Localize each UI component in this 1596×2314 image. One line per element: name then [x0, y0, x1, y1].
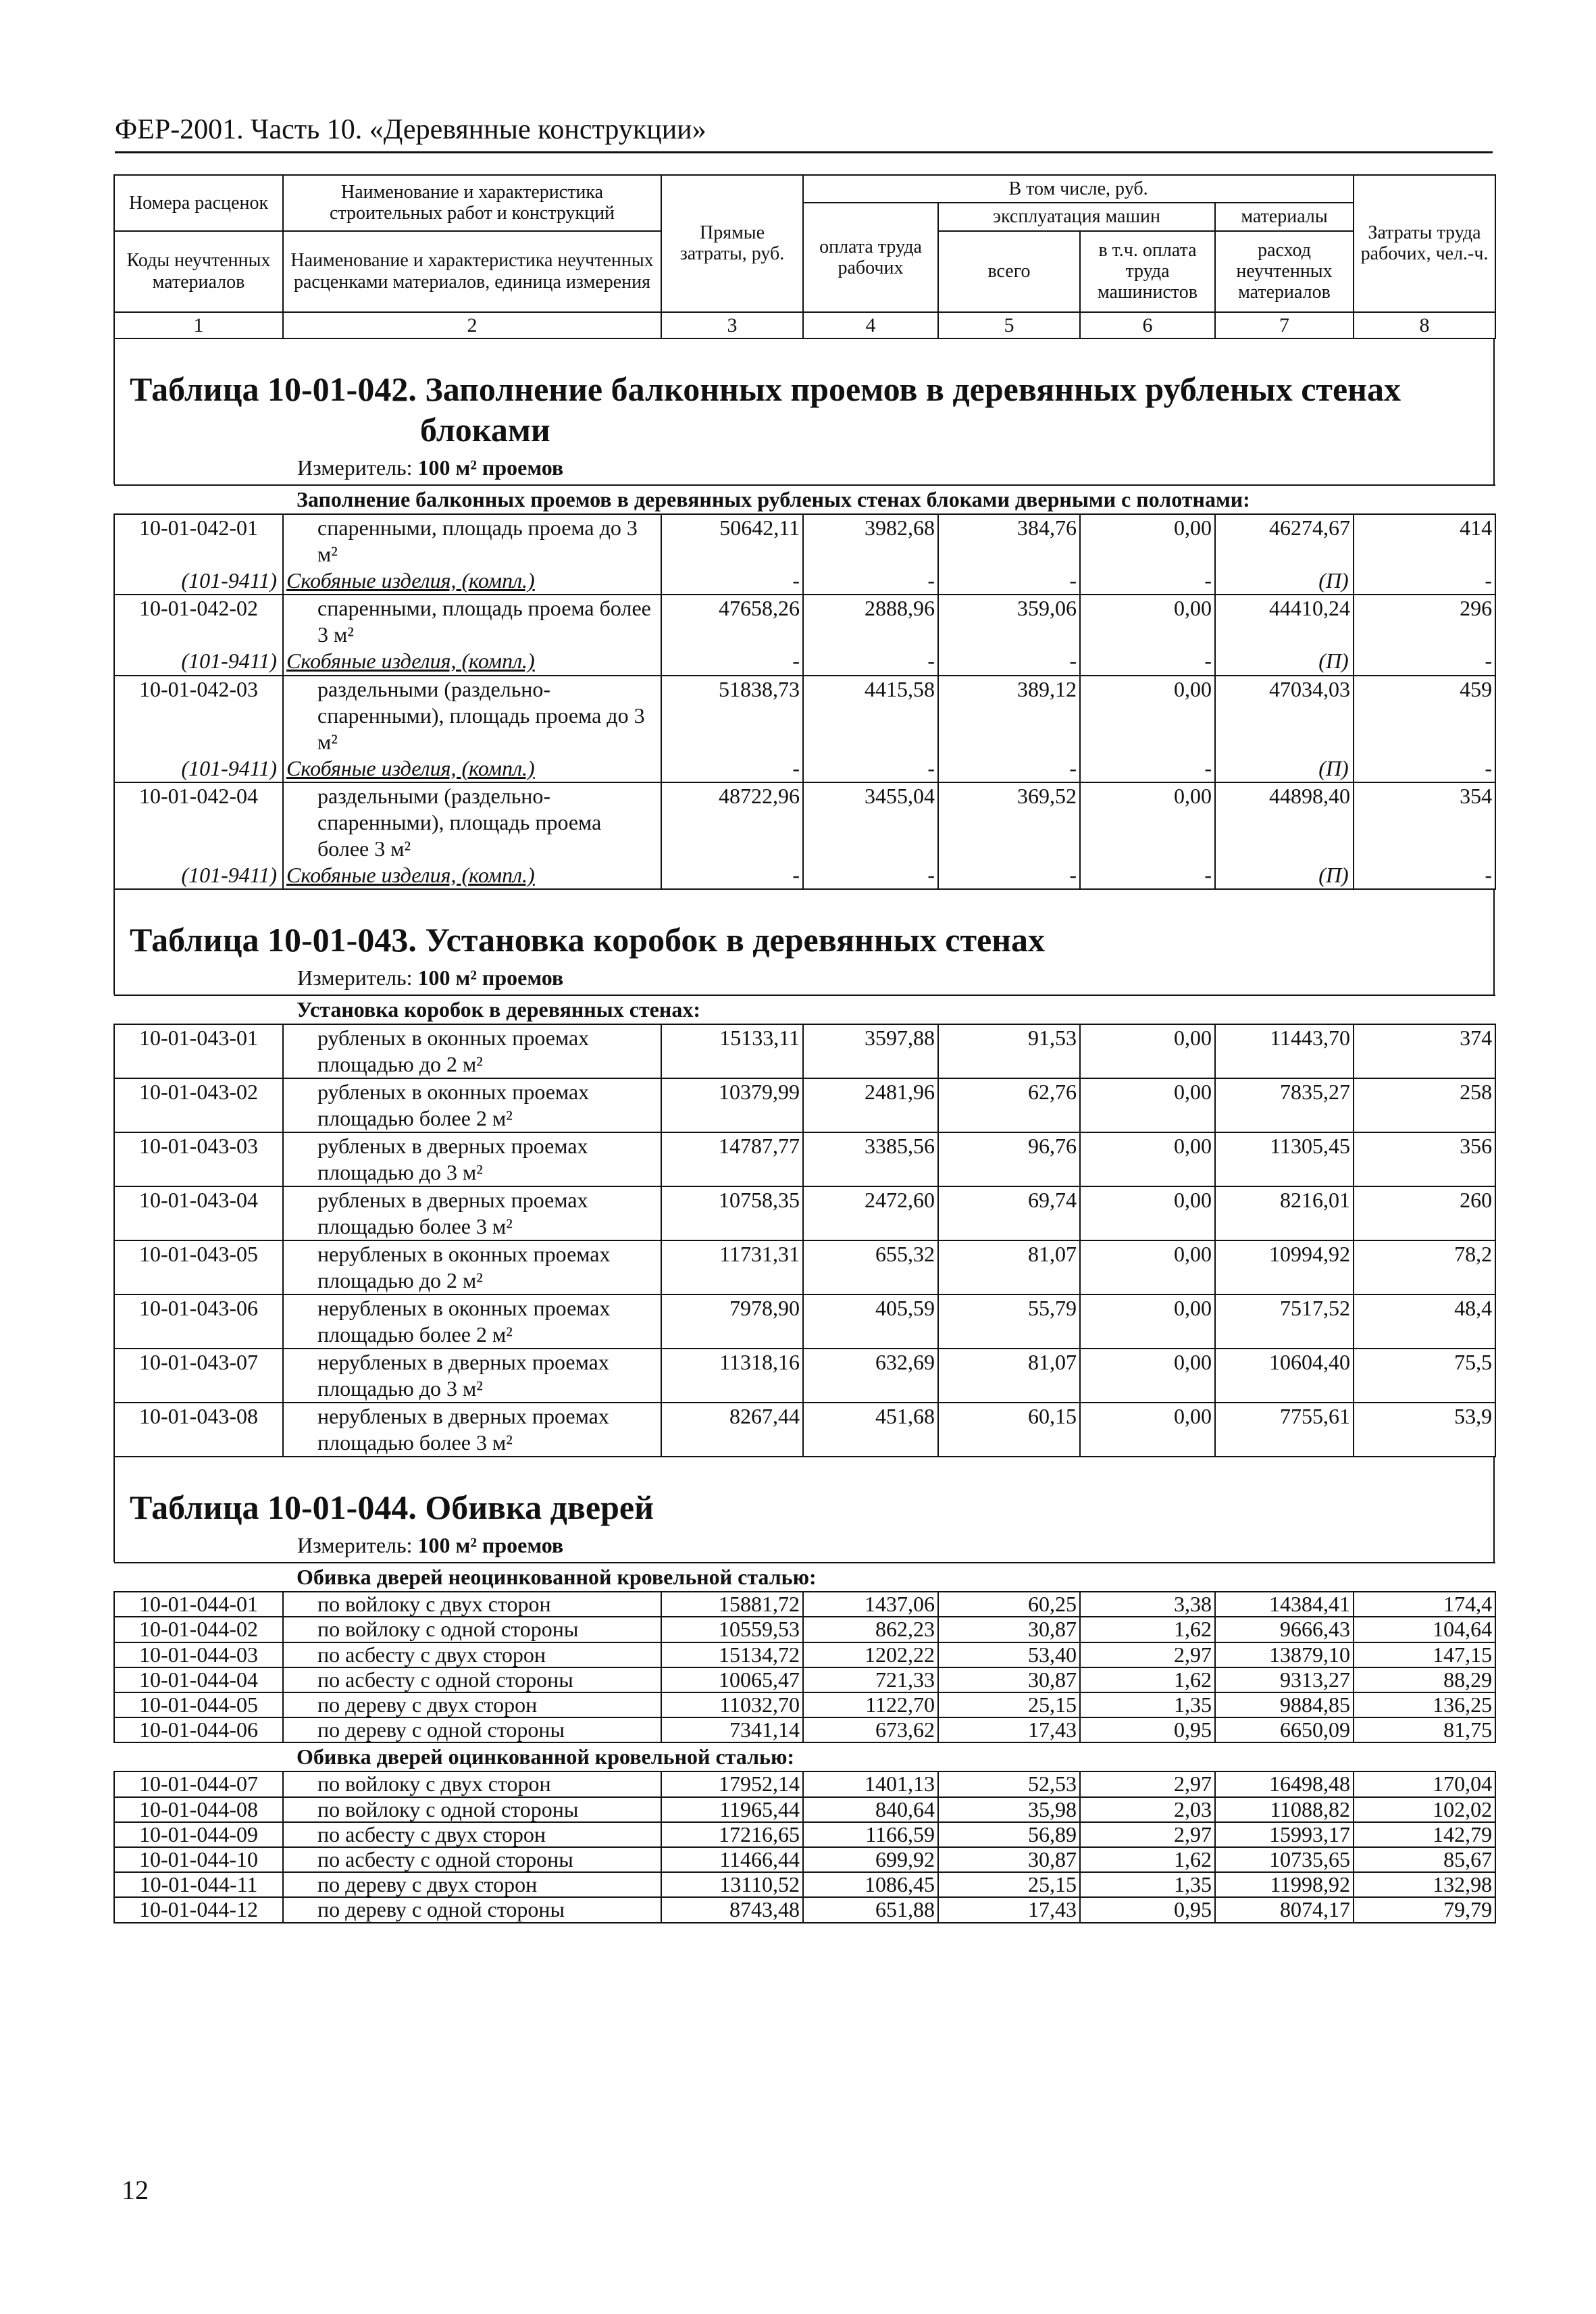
unaccounted-material-mark: (П) — [1215, 648, 1354, 675]
machines-total: 53,40 — [938, 1642, 1080, 1667]
table-043-section — [113, 890, 1495, 995]
operator-pay: 2,03 — [1080, 1797, 1215, 1822]
materials: 46274,67 — [1215, 514, 1354, 568]
worker-pay: 840,64 — [803, 1797, 938, 1822]
dash: - — [1080, 862, 1215, 889]
dash: - — [1080, 648, 1215, 675]
operator-pay: 0,00 — [1080, 1349, 1215, 1403]
machines-total: 62,76 — [938, 1078, 1080, 1132]
operator-pay: 1,35 — [1080, 1872, 1215, 1897]
table-042-section — [113, 339, 1495, 484]
labor-hours: 104,64 — [1354, 1617, 1495, 1642]
table-044 — [113, 1562, 1496, 1923]
machines-total: 30,87 — [938, 1667, 1080, 1692]
work-name: по асбесту с двух сторон — [283, 1822, 661, 1847]
table-row — [114, 1771, 1495, 1796]
machines-total: 52,53 — [938, 1771, 1080, 1796]
material-name: Скобяные изделия, (компл.) — [283, 862, 661, 889]
col-number: 4 — [803, 312, 938, 339]
direct-costs: 7978,90 — [661, 1294, 803, 1349]
dash: - — [1354, 862, 1495, 889]
rate-code: 10-01-044-06 — [114, 1717, 283, 1742]
table-row — [114, 1240, 1495, 1294]
materials: 10604,40 — [1215, 1349, 1354, 1403]
machines-total: 81,07 — [938, 1240, 1080, 1294]
worker-pay: 2888,96 — [803, 595, 938, 648]
worker-pay: 673,62 — [803, 1717, 938, 1742]
rate-code: 10-01-044-05 — [114, 1692, 283, 1717]
materials: 6650,09 — [1215, 1717, 1354, 1742]
work-name: рубленых в дверных проемах площадью более 3 м² — [283, 1186, 661, 1240]
dash: - — [1080, 755, 1215, 782]
machines-total: 369,52 — [938, 782, 1080, 862]
dash: - — [938, 862, 1080, 889]
page-header: ФЕР-2001. Часть 10. «Деревянные конструкции» — [115, 114, 1493, 153]
materials: 7517,52 — [1215, 1294, 1354, 1349]
machines-total: 69,74 — [938, 1186, 1080, 1240]
rate-code: 10-01-044-02 — [114, 1617, 283, 1642]
direct-costs: 13110,52 — [661, 1872, 803, 1897]
machines-total: 96,76 — [938, 1132, 1080, 1186]
table-row — [114, 1667, 1495, 1692]
table-042-unit: Измеритель: 100 м² проемов — [297, 455, 564, 480]
dash: - — [803, 568, 938, 595]
labor-hours: 354 — [1354, 782, 1495, 862]
table-044-section — [113, 1457, 1495, 1562]
dash: - — [938, 568, 1080, 595]
worker-pay: 1202,22 — [803, 1642, 938, 1667]
table-row — [114, 1186, 1495, 1240]
operator-pay: 0,00 — [1080, 514, 1215, 568]
dash: - — [661, 568, 803, 595]
worker-pay: 451,68 — [803, 1403, 938, 1457]
worker-pay: 4415,58 — [803, 676, 938, 755]
col-number: 3 — [661, 312, 803, 339]
col-number: 6 — [1080, 312, 1215, 339]
dash: - — [1354, 648, 1495, 675]
materials: 10994,92 — [1215, 1240, 1354, 1294]
direct-costs: 11731,31 — [661, 1240, 803, 1294]
dash: - — [803, 755, 938, 782]
rate-code: 10-01-044-07 — [114, 1771, 283, 1796]
table-042-title — [115, 339, 1493, 450]
worker-pay: 1166,59 — [803, 1822, 938, 1847]
materials: 44410,24 — [1215, 595, 1354, 648]
work-name: по дереву с одной стороны — [283, 1897, 661, 1922]
table-row — [114, 1078, 1495, 1132]
table-row — [114, 1294, 1495, 1349]
table-042-title-line2: блоками — [420, 411, 550, 449]
labor-hours: 142,79 — [1354, 1822, 1495, 1847]
materials: 7835,27 — [1215, 1078, 1354, 1132]
work-name: рубленых в оконных проемах площадью до 2 м² — [283, 1024, 661, 1078]
work-name: по дереву с двух сторон — [283, 1692, 661, 1717]
rate-code: 10-01-043-03 — [114, 1132, 283, 1186]
col-header-machines: эксплуатация машин — [938, 203, 1215, 230]
col-header-direct-costs: Прямые затраты, руб. — [661, 175, 803, 312]
direct-costs: 11466,44 — [661, 1847, 803, 1872]
labor-hours: 147,15 — [1354, 1642, 1495, 1667]
labor-hours: 102,02 — [1354, 1797, 1495, 1822]
labor-hours: 258 — [1354, 1078, 1495, 1132]
table-044-group1-heading: Обивка дверей неоцинкованной кровельной сталью: — [114, 1563, 1495, 1592]
table-row — [114, 676, 1495, 755]
material-name: Скобяные изделия, (компл.) — [283, 648, 661, 675]
table-044-unit: Измеритель: 100 м² проемов — [297, 1533, 564, 1558]
rate-code: 10-01-042-02 — [114, 595, 283, 648]
unaccounted-material-mark: (П) — [1215, 862, 1354, 889]
work-name: рубленых в дверных проемах площадью до 3 м² — [283, 1132, 661, 1186]
work-name: по асбесту с двух сторон — [283, 1642, 661, 1667]
table-row — [114, 1717, 1495, 1742]
work-name: по войлоку с одной стороны — [283, 1797, 661, 1822]
material-code: (101-9411) — [114, 648, 283, 675]
table-042-title-line1: Таблица 10-01-042. Заполнение балконных проемов в деревянных рубленых стенах — [130, 370, 1401, 409]
machines-total: 91,53 — [938, 1024, 1080, 1078]
table-044-group2-heading: Обивка дверей оцинкованной кровельной сталью: — [114, 1742, 1495, 1771]
operator-pay: 0,00 — [1080, 782, 1215, 862]
labor-hours: 296 — [1354, 595, 1495, 648]
material-code: (101-9411) — [114, 568, 283, 595]
direct-costs: 7341,14 — [661, 1717, 803, 1742]
materials: 7755,61 — [1215, 1403, 1354, 1457]
dash: - — [1080, 568, 1215, 595]
rate-code: 10-01-043-08 — [114, 1403, 283, 1457]
table-043 — [113, 995, 1496, 1458]
dash: - — [803, 862, 938, 889]
col-header-operator-pay: в т.ч. оплата труда машинистов — [1080, 231, 1215, 312]
operator-pay: 0,95 — [1080, 1897, 1215, 1922]
table-043-unit: Измеритель: 100 м² проемов — [297, 965, 564, 990]
col-header-materials: материалы — [1215, 203, 1354, 230]
operator-pay: 2,97 — [1080, 1642, 1215, 1667]
operator-pay: 0,00 — [1080, 676, 1215, 755]
worker-pay: 1086,45 — [803, 1872, 938, 1897]
labor-hours: 170,04 — [1354, 1771, 1495, 1796]
table-row — [114, 1822, 1495, 1847]
work-name: раздельными (раздельно-спаренными), площадь проема более 3 м² — [283, 782, 661, 862]
labor-hours: 48,4 — [1354, 1294, 1495, 1349]
materials: 16498,48 — [1215, 1771, 1354, 1796]
worker-pay: 2481,96 — [803, 1078, 938, 1132]
worker-pay: 632,69 — [803, 1349, 938, 1403]
column-header-table — [113, 174, 1496, 339]
machines-total: 17,43 — [938, 1897, 1080, 1922]
labor-hours: 75,5 — [1354, 1349, 1495, 1403]
rate-code: 10-01-043-05 — [114, 1240, 283, 1294]
col-header-unaccounted-materials: расход неучтенных материалов — [1215, 231, 1354, 312]
dash: - — [661, 755, 803, 782]
table-043-group-heading: Установка коробок в деревянных стенах: — [114, 995, 1495, 1024]
worker-pay: 1437,06 — [803, 1592, 938, 1617]
materials: 8216,01 — [1215, 1186, 1354, 1240]
operator-pay: 0,00 — [1080, 1132, 1215, 1186]
materials: 9313,27 — [1215, 1667, 1354, 1692]
material-code: (101-9411) — [114, 755, 283, 782]
rate-code: 10-01-044-01 — [114, 1592, 283, 1617]
col-header-rate-number: Номера расценок — [114, 175, 283, 231]
materials: 15993,17 — [1215, 1822, 1354, 1847]
machines-total: 35,98 — [938, 1797, 1080, 1822]
rate-code: 10-01-044-08 — [114, 1797, 283, 1822]
worker-pay: 2472,60 — [803, 1186, 938, 1240]
resource-row — [114, 862, 1495, 889]
worker-pay: 3455,04 — [803, 782, 938, 862]
table-row — [114, 1642, 1495, 1667]
labor-hours: 88,29 — [1354, 1667, 1495, 1692]
labor-hours: 85,67 — [1354, 1847, 1495, 1872]
rate-code: 10-01-044-03 — [114, 1642, 283, 1667]
col-header-material-code: Коды неучтенных материалов — [114, 231, 283, 312]
machines-total: 17,43 — [938, 1717, 1080, 1742]
material-name: Скобяные изделия, (компл.) — [283, 568, 661, 595]
table-row — [114, 1897, 1495, 1922]
machines-total: 30,87 — [938, 1847, 1080, 1872]
rate-code: 10-01-043-01 — [114, 1024, 283, 1078]
operator-pay: 0,00 — [1080, 595, 1215, 648]
machines-total: 384,76 — [938, 514, 1080, 568]
materials: 11305,45 — [1215, 1132, 1354, 1186]
direct-costs: 51838,73 — [661, 676, 803, 755]
col-header-labor-hours: Затраты труда рабочих, чел.-ч. — [1354, 175, 1495, 312]
work-name: нерубленых в оконных проемах площадью более 2 м² — [283, 1294, 661, 1349]
table-row — [114, 1024, 1495, 1078]
rate-code: 10-01-042-04 — [114, 782, 283, 862]
table-042 — [113, 484, 1496, 889]
worker-pay: 1122,70 — [803, 1692, 938, 1717]
rate-code: 10-01-043-02 — [114, 1078, 283, 1132]
col-number: 2 — [283, 312, 661, 339]
labor-hours: 78,2 — [1354, 1240, 1495, 1294]
work-name: по дереву с одной стороны — [283, 1717, 661, 1742]
rate-code: 10-01-044-09 — [114, 1822, 283, 1847]
operator-pay: 0,00 — [1080, 1294, 1215, 1349]
direct-costs: 10065,47 — [661, 1667, 803, 1692]
rate-code: 10-01-044-04 — [114, 1667, 283, 1692]
machines-total: 60,15 — [938, 1403, 1080, 1457]
col-header-material-name: Наименование и характеристика неучтенных расценками материалов, единица измерения — [283, 231, 661, 312]
operator-pay: 2,97 — [1080, 1771, 1215, 1796]
col-header-worker-pay: оплата труда рабочих — [803, 203, 938, 311]
page-number: 12 — [122, 2175, 149, 2205]
table-row — [114, 1872, 1495, 1897]
work-name: рубленых в оконных проемах площадью более 2 м² — [283, 1078, 661, 1132]
worker-pay: 3982,68 — [803, 514, 938, 568]
table-row — [114, 1132, 1495, 1186]
work-name: по дереву с двух сторон — [283, 1872, 661, 1897]
dash: - — [938, 755, 1080, 782]
work-name: по асбесту с одной стороны — [283, 1847, 661, 1872]
machines-total: 25,15 — [938, 1872, 1080, 1897]
resource-row — [114, 568, 1495, 595]
table-044-title: Таблица 10-01-044. Обивка дверей — [130, 1488, 654, 1527]
operator-pay: 0,95 — [1080, 1717, 1215, 1742]
work-name: нерубленых в дверных проемах площадью до 3 м² — [283, 1349, 661, 1403]
work-name: по войлоку с двух сторон — [283, 1592, 661, 1617]
work-name: спаренными, площадь проема до 3 м² — [283, 514, 661, 568]
rate-code: 10-01-042-01 — [114, 514, 283, 568]
materials: 11443,70 — [1215, 1024, 1354, 1078]
worker-pay: 3385,56 — [803, 1132, 938, 1186]
rate-code: 10-01-042-03 — [114, 676, 283, 755]
machines-total: 56,89 — [938, 1822, 1080, 1847]
unaccounted-material-mark: (П) — [1215, 755, 1354, 782]
rate-code: 10-01-044-12 — [114, 1897, 283, 1922]
materials: 11088,82 — [1215, 1797, 1354, 1822]
direct-costs: 8743,48 — [661, 1897, 803, 1922]
col-number: 1 — [114, 312, 283, 339]
operator-pay: 1,35 — [1080, 1692, 1215, 1717]
direct-costs: 15134,72 — [661, 1642, 803, 1667]
labor-hours: 356 — [1354, 1132, 1495, 1186]
labor-hours: 374 — [1354, 1024, 1495, 1078]
labor-hours: 132,98 — [1354, 1872, 1495, 1897]
labor-hours: 260 — [1354, 1186, 1495, 1240]
materials: 10735,65 — [1215, 1847, 1354, 1872]
direct-costs: 11318,16 — [661, 1349, 803, 1403]
materials: 13879,10 — [1215, 1642, 1354, 1667]
materials: 47034,03 — [1215, 676, 1354, 755]
direct-costs: 11965,44 — [661, 1797, 803, 1822]
direct-costs: 11032,70 — [661, 1692, 803, 1717]
material-code: (101-9411) — [114, 862, 283, 889]
direct-costs: 15881,72 — [661, 1592, 803, 1617]
worker-pay: 699,92 — [803, 1847, 938, 1872]
work-name: раздельными (раздельно-спаренными), площадь проема до 3 м² — [283, 676, 661, 755]
operator-pay: 0,00 — [1080, 1240, 1215, 1294]
dash: - — [661, 648, 803, 675]
operator-pay: 3,38 — [1080, 1592, 1215, 1617]
direct-costs: 47658,26 — [661, 595, 803, 648]
table-row — [114, 1349, 1495, 1403]
dash: - — [938, 648, 1080, 675]
table-row — [114, 514, 1495, 568]
col-header-work-name: Наименование и характеристика строительных работ и конструкций — [283, 175, 661, 231]
worker-pay: 3597,88 — [803, 1024, 938, 1078]
direct-costs: 14787,77 — [661, 1132, 803, 1186]
materials: 44898,40 — [1215, 782, 1354, 862]
operator-pay: 0,00 — [1080, 1078, 1215, 1132]
direct-costs: 15133,11 — [661, 1024, 803, 1078]
table-row — [114, 1692, 1495, 1717]
machines-total: 389,12 — [938, 676, 1080, 755]
work-name: нерубленых в оконных проемах площадью до 2 м² — [283, 1240, 661, 1294]
dash: - — [1354, 755, 1495, 782]
table-row — [114, 782, 1495, 862]
col-number: 8 — [1354, 312, 1495, 339]
table-row — [114, 595, 1495, 648]
machines-total: 81,07 — [938, 1349, 1080, 1403]
worker-pay: 1401,13 — [803, 1771, 938, 1796]
direct-costs: 10379,99 — [661, 1078, 803, 1132]
direct-costs: 10559,53 — [661, 1617, 803, 1642]
operator-pay: 1,62 — [1080, 1617, 1215, 1642]
rate-code: 10-01-043-06 — [114, 1294, 283, 1349]
direct-costs: 48722,96 — [661, 782, 803, 862]
table-row — [114, 1617, 1495, 1642]
col-number: 5 — [938, 312, 1080, 339]
rate-code: 10-01-044-11 — [114, 1872, 283, 1897]
operator-pay: 0,00 — [1080, 1186, 1215, 1240]
resource-row — [114, 755, 1495, 782]
worker-pay: 862,23 — [803, 1617, 938, 1642]
materials: 8074,17 — [1215, 1897, 1354, 1922]
dash: - — [803, 648, 938, 675]
col-number: 7 — [1215, 312, 1354, 339]
worker-pay: 651,88 — [803, 1897, 938, 1922]
labor-hours: 81,75 — [1354, 1717, 1495, 1742]
operator-pay: 1,62 — [1080, 1667, 1215, 1692]
direct-costs: 8267,44 — [661, 1403, 803, 1457]
materials: 11998,92 — [1215, 1872, 1354, 1897]
work-name: по войлоку с двух сторон — [283, 1771, 661, 1796]
direct-costs: 17952,14 — [661, 1771, 803, 1796]
table-row — [114, 1797, 1495, 1822]
machines-total: 25,15 — [938, 1692, 1080, 1717]
machines-total: 55,79 — [938, 1294, 1080, 1349]
labor-hours: 53,9 — [1354, 1403, 1495, 1457]
worker-pay: 655,32 — [803, 1240, 938, 1294]
labor-hours: 136,25 — [1354, 1692, 1495, 1717]
operator-pay: 1,62 — [1080, 1847, 1215, 1872]
materials: 9666,43 — [1215, 1617, 1354, 1642]
machines-total: 60,25 — [938, 1592, 1080, 1617]
work-name: по асбесту с одной стороны — [283, 1667, 661, 1692]
table-row — [114, 1592, 1495, 1617]
machines-total: 30,87 — [938, 1617, 1080, 1642]
worker-pay: 405,59 — [803, 1294, 938, 1349]
col-header-including: В том числе, руб. — [803, 175, 1354, 203]
materials: 9884,85 — [1215, 1692, 1354, 1717]
rate-code: 10-01-044-10 — [114, 1847, 283, 1872]
labor-hours: 79,79 — [1354, 1897, 1495, 1922]
rates-sheet — [113, 174, 1495, 1923]
direct-costs: 10758,35 — [661, 1186, 803, 1240]
operator-pay: 0,00 — [1080, 1403, 1215, 1457]
dash: - — [1354, 568, 1495, 595]
labor-hours: 414 — [1354, 514, 1495, 568]
worker-pay: 721,33 — [803, 1667, 938, 1692]
operator-pay: 2,97 — [1080, 1822, 1215, 1847]
direct-costs: 50642,11 — [661, 514, 803, 568]
material-name: Скобяные изделия, (компл.) — [283, 755, 661, 782]
col-header-machines-total: всего — [938, 231, 1080, 312]
operator-pay: 0,00 — [1080, 1024, 1215, 1078]
work-name: нерубленых в дверных проемах площадью более 3 м² — [283, 1403, 661, 1457]
labor-hours: 174,4 — [1354, 1592, 1495, 1617]
table-043-title: Таблица 10-01-043. Установка коробок в деревянных стенах — [130, 920, 1046, 959]
work-name: спаренными, площадь проема более 3 м² — [283, 595, 661, 648]
table-row — [114, 1847, 1495, 1872]
work-name: по войлоку с одной стороны — [283, 1617, 661, 1642]
materials: 14384,41 — [1215, 1592, 1354, 1617]
rate-code: 10-01-043-04 — [114, 1186, 283, 1240]
resource-row — [114, 648, 1495, 675]
direct-costs: 17216,65 — [661, 1822, 803, 1847]
table-042-group-heading: Заполнение балконных проемов в деревянных рубленых стенах блоками дверными с полотнами: — [114, 485, 1495, 514]
unaccounted-material-mark: (П) — [1215, 568, 1354, 595]
rate-code: 10-01-043-07 — [114, 1349, 283, 1403]
machines-total: 359,06 — [938, 595, 1080, 648]
labor-hours: 459 — [1354, 676, 1495, 755]
table-row — [114, 1403, 1495, 1457]
dash: - — [661, 862, 803, 889]
